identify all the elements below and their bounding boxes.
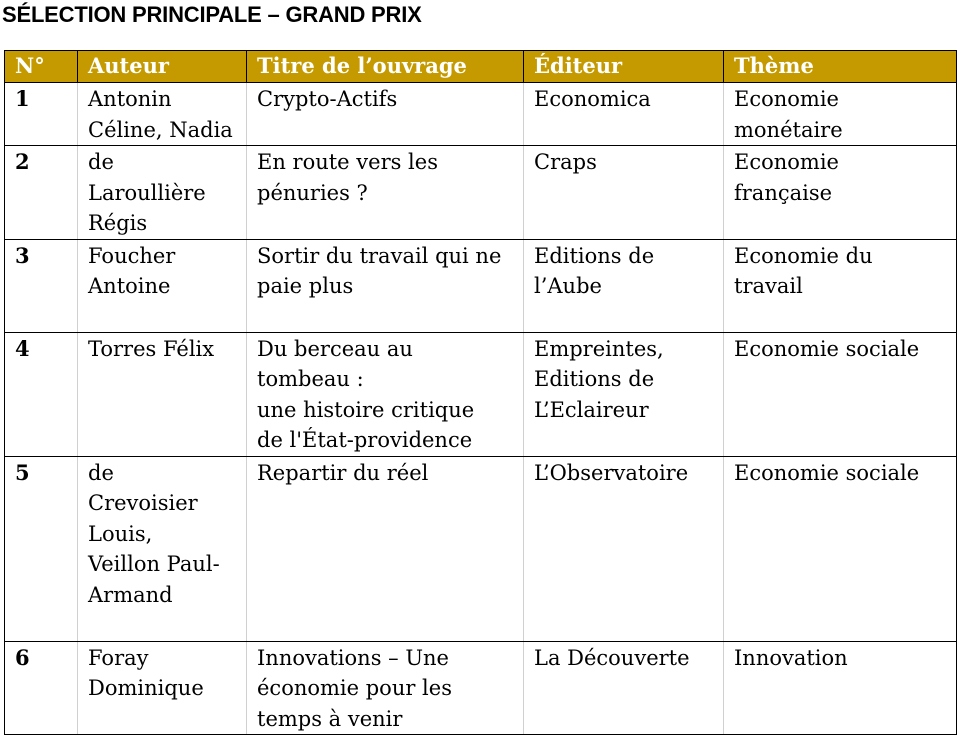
cell-line: Economie sociale	[734, 336, 920, 361]
cell-line: temps à venir	[257, 706, 403, 731]
cell-publisher	[524, 146, 724, 240]
cell-author	[78, 83, 247, 146]
cell-line: La Découverte	[534, 645, 690, 670]
cell-line: de	[88, 460, 114, 485]
cell-line: Empreintes,	[534, 336, 664, 361]
cell-theme	[724, 146, 957, 240]
cell-book-title	[247, 641, 524, 735]
cell-line: Crypto-Actifs	[257, 87, 398, 111]
header-number: N°	[5, 51, 78, 83]
cell-publisher	[524, 456, 724, 641]
cell-line: L’Eclaireur	[534, 397, 649, 422]
cell-line: Armand	[88, 582, 173, 607]
cell-line: Antoine	[88, 274, 171, 298]
cell-line: l’Aube	[534, 274, 602, 298]
cell-line: Foucher	[88, 243, 176, 268]
cell-line: paie plus	[257, 274, 354, 298]
cell-number: 6	[5, 641, 78, 735]
cell-line: Du berceau au	[257, 336, 413, 361]
cell-line: Economie	[734, 87, 839, 111]
cell-line: Torres Félix	[88, 336, 215, 361]
cell-line: Louis,	[88, 521, 153, 546]
cell-line: française	[734, 180, 833, 205]
table-row	[5, 239, 957, 332]
cell-line: travail	[734, 274, 803, 298]
table-row	[5, 641, 957, 735]
cell-publisher	[524, 83, 724, 146]
cell-line: Economie	[734, 150, 839, 174]
cell-line: Régis	[88, 211, 148, 235]
table-row	[5, 83, 957, 146]
cell-line: Economie sociale	[734, 460, 920, 485]
cell-line: Editions de	[534, 243, 655, 268]
cell-line: Antonin	[88, 87, 172, 111]
cell-line: Economie du	[734, 243, 873, 268]
header-publisher: Éditeur	[524, 51, 724, 83]
cell-book-title	[247, 456, 524, 641]
cell-line: Repartir du réel	[257, 460, 429, 485]
cell-line: Céline, Nadia	[88, 117, 233, 142]
header-title: Titre de l’ouvrage	[247, 51, 524, 83]
document-title: SÉLECTION PRINCIPALE – GRAND PRIX	[2, 2, 422, 27]
cell-line: En route vers les	[257, 150, 438, 174]
cell-line: Laroullière	[88, 180, 206, 205]
cell-line: Crevoisier	[88, 491, 198, 515]
cell-line: pénuries ?	[257, 180, 368, 205]
cell-book-title	[247, 332, 524, 456]
table-header-row	[5, 51, 957, 83]
cell-book-title	[247, 83, 524, 146]
header-theme: Thème	[724, 51, 957, 83]
cell-author	[78, 239, 247, 332]
cell-publisher	[524, 239, 724, 332]
selection-table	[4, 50, 957, 735]
cell-book-title	[247, 146, 524, 240]
cell-author	[78, 332, 247, 456]
table-row	[5, 332, 957, 456]
header-author: Auteur	[78, 51, 247, 83]
cell-publisher	[524, 332, 724, 456]
cell-number: 3	[5, 239, 78, 332]
cell-line: Veillon Paul-	[88, 552, 220, 576]
cell-theme	[724, 641, 957, 735]
cell-author	[78, 456, 247, 641]
cell-author	[78, 641, 247, 735]
cell-publisher	[524, 641, 724, 735]
table-row	[5, 456, 957, 641]
cell-theme	[724, 456, 957, 641]
cell-line: L’Observatoire	[534, 460, 689, 485]
cell-theme	[724, 332, 957, 456]
cell-line: de	[88, 150, 114, 174]
cell-line: tombeau :	[257, 367, 364, 391]
cell-line: Dominique	[88, 676, 204, 700]
cell-line: Craps	[534, 150, 597, 174]
cell-line: Editions de	[534, 367, 655, 391]
cell-theme	[724, 239, 957, 332]
cell-book-title	[247, 239, 524, 332]
cell-number: 4	[5, 332, 78, 456]
cell-line: économie pour les	[257, 676, 452, 700]
cell-number: 5	[5, 456, 78, 641]
cell-theme	[724, 83, 957, 146]
cell-line: Economica	[534, 87, 651, 111]
cell-line: Sortir du travail qui ne	[257, 243, 502, 268]
cell-line: une histoire critique	[257, 397, 475, 422]
cell-author	[78, 146, 247, 240]
cell-line: Innovation	[734, 645, 848, 670]
cell-number: 1	[5, 83, 78, 146]
cell-line: de l'État-providence	[257, 428, 473, 452]
table-row	[5, 146, 957, 240]
cell-number: 2	[5, 146, 78, 240]
cell-line: monétaire	[734, 117, 843, 142]
cell-line: Foray	[88, 645, 149, 670]
cell-line: Innovations – Une	[257, 645, 449, 670]
